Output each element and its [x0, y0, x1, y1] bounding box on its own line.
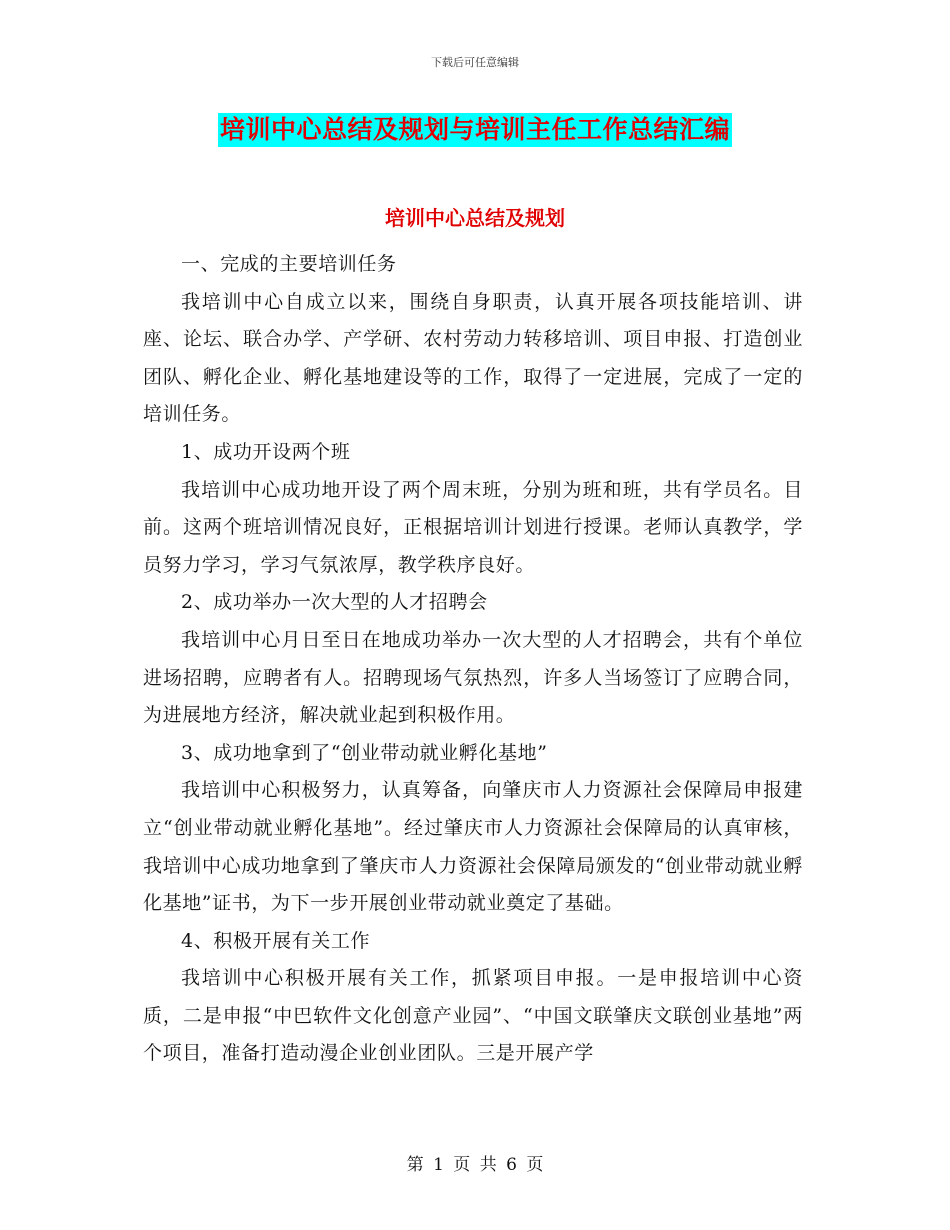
section-title: 培训中心总结及规划	[385, 206, 565, 230]
heading-item-3: 3、成功地拿到了“创业带动就业孵化基地”	[181, 741, 548, 764]
main-title-container	[0, 113, 950, 147]
heading-item-4: 4、积极开展有关工作	[181, 929, 371, 952]
document-title: 培训中心总结及规划与培训主任工作总结汇编	[218, 113, 732, 147]
paragraph-intro: 我培训中心自成立以来，围绕自身职责，认真开展各项技能培训、讲座、论坛、联合办学、产学研、农村劳动力转移培训、项目申报、打造创业团队、孵化企业、孵化基地建设等的工作，取得了一定进展，完成了一定的培训任务。	[143, 290, 803, 426]
heading-main-tasks: 一、完成的主要培训任务	[181, 253, 397, 275]
paragraph-item-3: 我培训中心积极努力，认真筹备，向肇庆市人力资源社会保障局申报建立“创业带动就业孵化基地”。经过肇庆市人力资源社会保障局的认真审核，我培训中心成功地拿到了肇庆市人力资源社会保障局颁发的“创业带动就业孵化基地”证书，为下一步开展创业带动就业奠定了基础。	[143, 779, 803, 915]
paragraph-item-1: 我培训中心成功地开设了两个周末班，分别为班和班，共有学员名。目前。这两个班培训情况良好，正根据培训计划进行授课。老师认真教学，学员努力学习，学习气氛浓厚，教学秩序良好。	[143, 478, 803, 576]
paragraph-item-4: 我培训中心积极开展有关工作，抓紧项目申报。一是申报培训中心资质，二是申报“中巴软件文化创意产业园”、“中国文联肇庆文联创业基地”两个项目，准备打造动漫企业创业团队。三是开展产学	[143, 967, 803, 1065]
document-body	[143, 246, 803, 1073]
header-note: 下载后可任意编辑	[431, 56, 519, 69]
heading-item-2: 2、成功举办一次大型的人才招聘会	[181, 591, 488, 614]
page-number-footer: 第 1 页 共 6 页	[406, 1155, 544, 1175]
heading-item-1: 1、成功开设两个班	[181, 440, 351, 463]
paragraph-item-2: 我培训中心月日至日在地成功举办一次大型的人才招聘会，共有个单位进场招聘，应聘者有人。招聘现场气氛热烈，许多人当场签订了应聘合同，为进展地方经济，解决就业起到积极作用。	[143, 628, 803, 727]
